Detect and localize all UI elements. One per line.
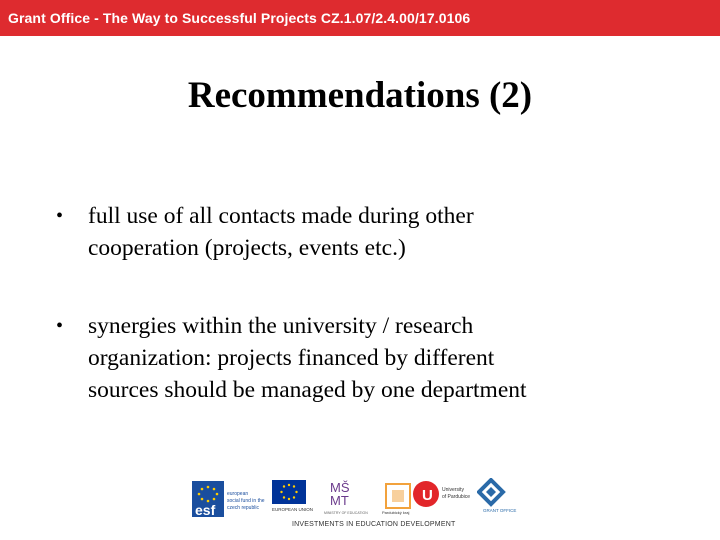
svg-text:University: University (442, 487, 464, 493)
bullet-icon: • (56, 315, 64, 337)
esf-logo (192, 481, 282, 517)
svg-text:MŠ: MŠ (330, 480, 350, 495)
svg-text:Pardubický kraj: Pardubický kraj (382, 510, 410, 515)
bullet-list (56, 200, 676, 452)
bullet-line: organization: projects financed by different (88, 345, 495, 371)
svg-text:czech republic: czech republic (227, 505, 259, 511)
bullet-line: sources should be managed by one department (88, 377, 527, 403)
logo-strip (192, 478, 532, 528)
svg-text:MINISTRY OF EDUCATION: MINISTRY OF EDUCATION (324, 511, 368, 515)
svg-text:of Pardubice: of Pardubice (442, 494, 471, 500)
bullet-icon: • (56, 205, 64, 227)
university-pardubice-logo (412, 478, 472, 518)
svg-text:GRANT OFFICE: GRANT OFFICE (483, 508, 517, 513)
header-title: Grant Office - The Way to Successful Projects CZ.1.07/2.4.00/17.0106 (8, 10, 471, 26)
svg-text:EUROPEAN UNION: EUROPEAN UNION (272, 507, 314, 512)
bullet-item (56, 310, 676, 406)
svg-text:european: european (227, 491, 249, 497)
svg-text:MT: MT (330, 493, 349, 508)
bullet-line: full use of all contacts made during other (88, 203, 474, 229)
svg-text:U: U (422, 487, 433, 504)
bullet-line: synergies within the university / research (88, 313, 474, 339)
header-bar (0, 0, 720, 36)
esf-logo-text: esf (195, 502, 216, 517)
grant-office-logo (477, 478, 537, 518)
svg-text:social fund in the: social fund in the (227, 498, 265, 504)
bullet-line: cooperation (projects, events etc.) (88, 235, 406, 261)
slide-title: Recommendations (2) (187, 75, 533, 116)
bullet-item (56, 200, 676, 264)
msmt-logo (324, 478, 374, 518)
logo-strip-caption: INVESTMENTS IN EDUCATION DEVELOPMENT (292, 521, 456, 528)
